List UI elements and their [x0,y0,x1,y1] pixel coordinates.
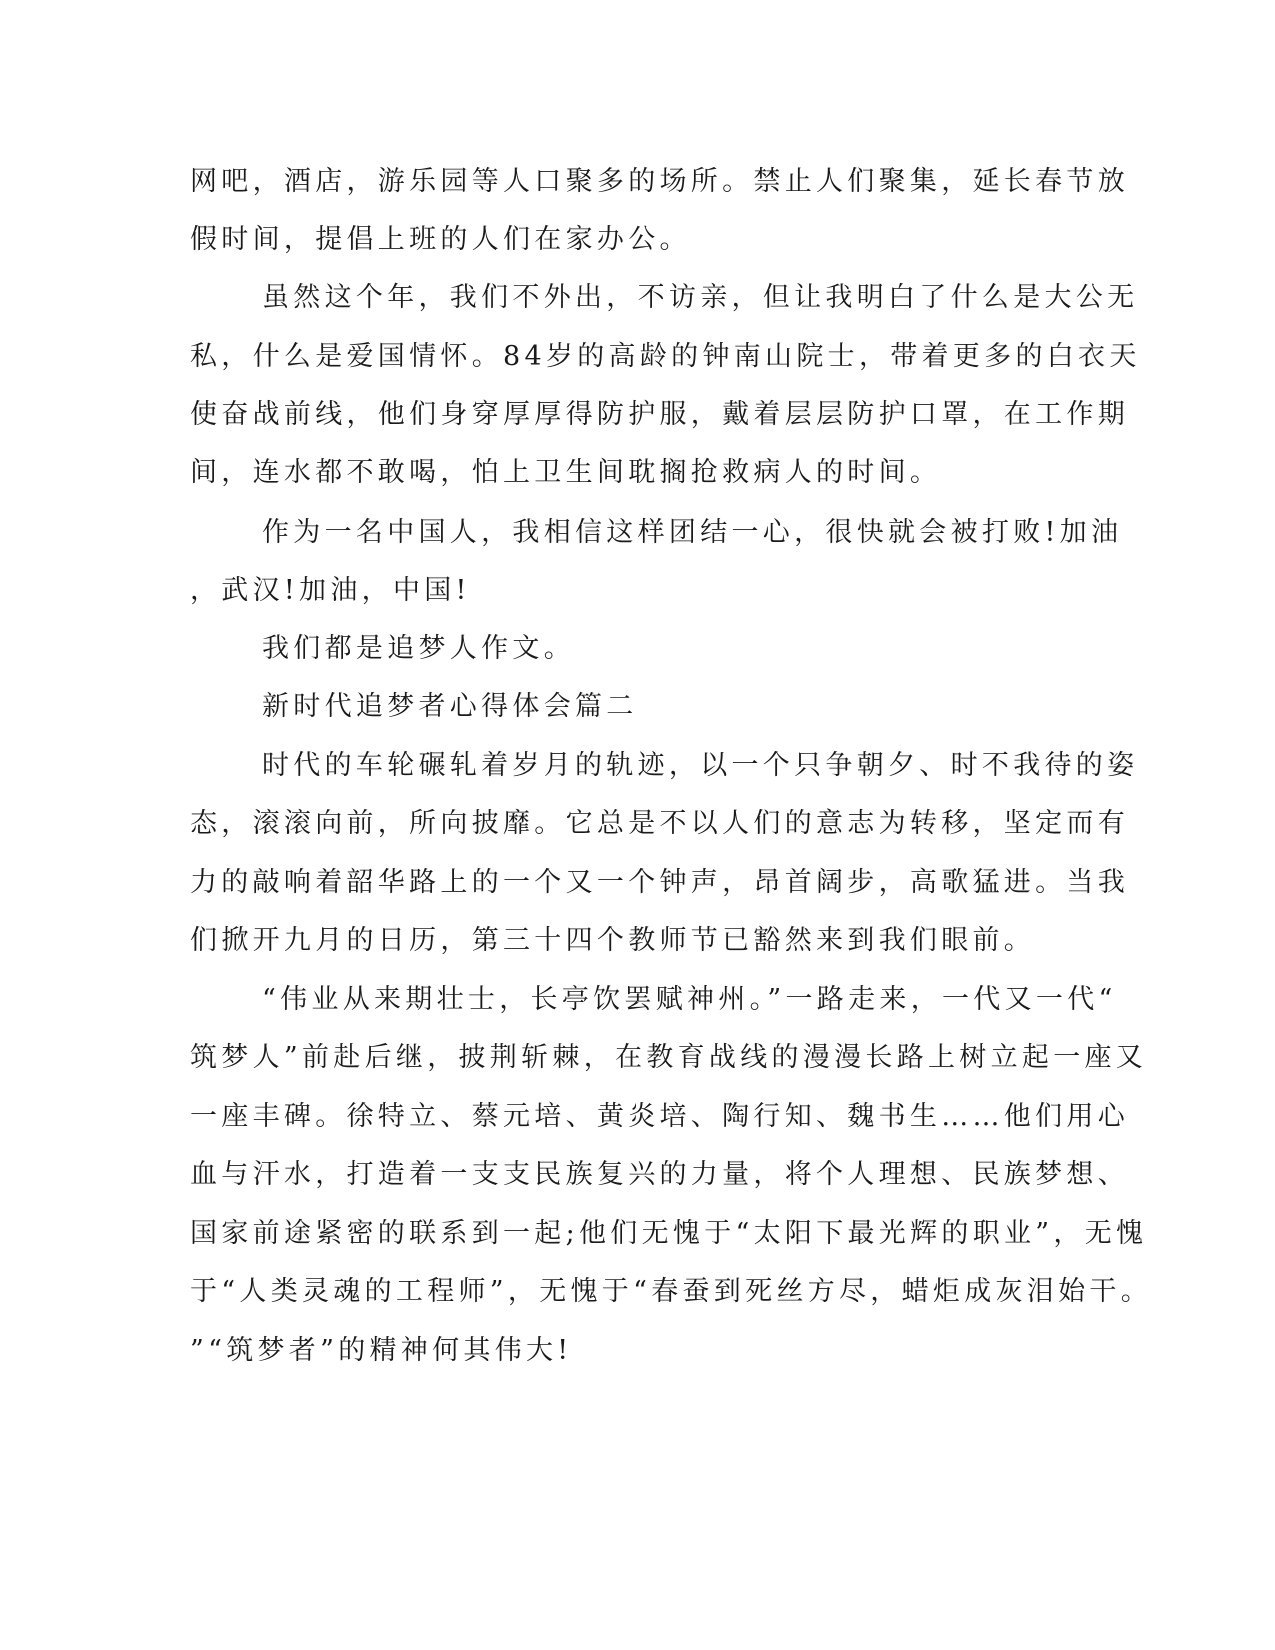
text-line: 于“人类灵魂的工程师”，无愧于“春蚕到死丝方尽，蜡炬成灰泪始干。 [190,1276,1153,1307]
paragraph-start: 虽然这个年，我们不外出，不访亲，但让我明白了什么是大公无 [262,282,1139,313]
text-line: 一座丰碑。徐特立、蔡元培、黄炎培、陶行知、魏书生……他们用心 [190,1101,1129,1132]
text-line: 网吧，酒店，游乐园等人口聚多的场所。禁止人们聚集，延长春节放 [190,166,1129,197]
paragraph-start: “伟业从来期壮士，长亭饮罢赋神州。”一路走来，一代又一代“ [262,984,1117,1015]
text-line: 态，滚滚向前，所向披靡。它总是不以人们的意志为转移，坚定而有 [190,808,1129,839]
text-line: 筑梦人”前赴后继，披荆斩棘，在教育战线的漫漫长路上树立起一座又 [190,1042,1148,1073]
text-line: 国家前途紧密的联系到一起;他们无愧于“太阳下最光辉的职业”，无愧 [190,1218,1148,1249]
text-line: 假时间，提倡上班的人们在家办公。 [190,224,691,255]
text-line: ”“筑梦者”的精神何其伟大! [190,1335,573,1366]
text-line: 们掀开九月的日历，第三十四个教师节已豁然来到我们眼前。 [190,925,1036,956]
paragraph-start: 时代的车轮碾轧着岁月的轨迹，以一个只争朝夕、时不我待的姿 [262,750,1139,781]
text-line: 使奋战前线，他们身穿厚厚得防护服，戴着层层防护口罩，在工作期 [190,399,1129,430]
text-line: 间，连水都不敢喝，怕上卫生间耽搁抢救病人的时间。 [190,457,942,488]
paragraph-start: 我们都是追梦人作文。 [262,633,575,664]
text-line: 私，什么是爱国情怀。84岁的高龄的钟南山院士，带着更多的白衣天 [190,341,1141,372]
section-heading: 新时代追梦者心得体会篇二 [262,691,638,722]
text-line: 血与汗水，打造着一支支民族复兴的力量，将个人理想、民族梦想、 [190,1159,1129,1190]
text-line: ，武汉!加油，中国! [190,575,471,606]
paragraph-start: 作为一名中国人，我相信这样团结一心，很快就会被打败!加油 [262,517,1123,548]
text-line: 力的敲响着韶华路上的一个又一个钟声，昂首阔步，高歌猛进。当我 [190,867,1129,898]
